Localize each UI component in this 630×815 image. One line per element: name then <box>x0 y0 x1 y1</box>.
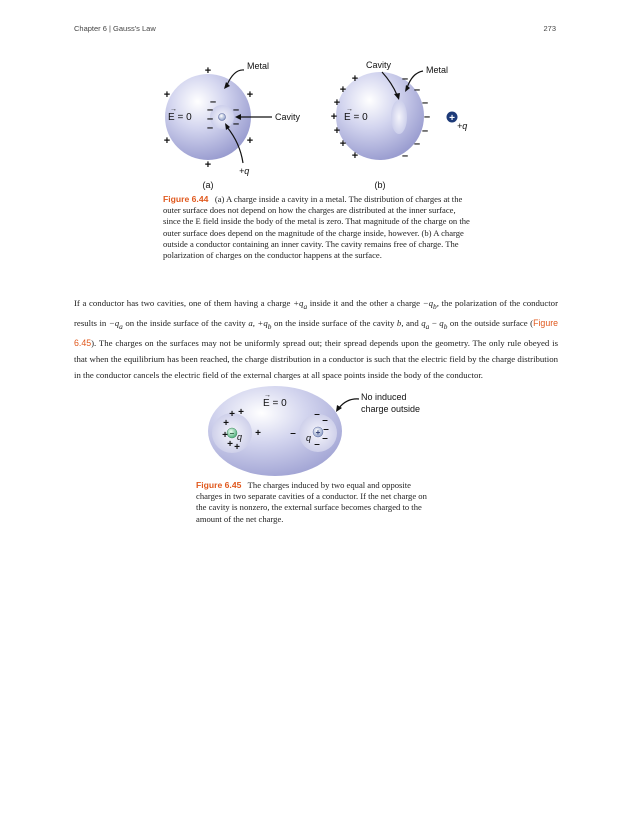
svg-text:–: – <box>413 138 421 150</box>
svg-text:–: – <box>401 73 409 85</box>
field-label-b: E = 0 <box>344 112 368 123</box>
figure-6-45-link[interactable]: Figure 6.45 <box>74 317 559 348</box>
annotation-line2: charge outside <box>361 404 421 414</box>
svg-text:+: + <box>246 89 254 101</box>
minus-sign-left: – <box>229 429 235 438</box>
svg-text:+: + <box>339 138 347 150</box>
metal-label-b: Metal <box>426 65 449 75</box>
svg-text:+: + <box>223 418 229 429</box>
svg-text:+: + <box>204 65 212 77</box>
figure-6-45-caption <box>196 480 436 525</box>
figure-6-45-label: Figure 6.45 <box>196 480 242 490</box>
svg-text:–: – <box>423 111 431 123</box>
field-label-a: E = 0 <box>168 112 192 123</box>
external-charge-plus-icon: + <box>449 113 455 124</box>
charge-label-a: +q <box>239 166 250 176</box>
svg-text:–: – <box>206 104 214 116</box>
field-vector-arrow-a: → <box>170 106 177 113</box>
svg-text:+: + <box>351 73 359 85</box>
subfigure-label-b: (b) <box>374 180 386 190</box>
svg-text:–: – <box>232 104 240 116</box>
svg-text:–: – <box>232 118 240 130</box>
svg-text:+: + <box>163 135 171 147</box>
svg-text:+: + <box>333 125 341 137</box>
svg-text:+: + <box>255 428 261 439</box>
svg-text:–: – <box>413 84 421 96</box>
svg-text:+: + <box>330 111 338 123</box>
annotation-pointer-645 <box>339 399 359 408</box>
metal-label-a: Metal <box>247 61 270 71</box>
svg-text:+: + <box>222 430 228 441</box>
cavity-b <box>391 100 407 134</box>
svg-text:–: – <box>314 439 320 450</box>
svg-text:+: + <box>163 89 171 101</box>
figure-6-44-label: Figure 6.44 <box>163 194 209 204</box>
svg-text:–: – <box>290 428 296 439</box>
svg-text:+: + <box>229 409 235 420</box>
charge-label-right-645: q <box>306 433 312 443</box>
figure-6-44-caption-text: (a) A charge inside a cavity in a metal. The distribution of charges at the outer surface does not depend on how the charges are distributed at the inner surface, since the E field inside the body of the metal is zero. That magnitude of the charge on the outer surface does depend on the magnitude of the charge inside, however. (b) A charge outside a conductor containing an inner cavity. The cavity remains free of charge. The polarization of charges on the conductor happens at the surface. <box>163 194 470 261</box>
body-paragraph: If a conductor has two cavities, one of them having a charge $+q_a$ inside it and the other a charge $-q_b$, the polarization of the conductor results in $-q_a$ on the inside surface of the cavity a, $+q_b$ on the inside surface of the cavity b, and $q_a - q_b$ on the outside surface (Figure 6.45). The charges on the surfaces may not be uniformly spread out; their spread depends upon the geometry. The only rule obeyed is that when the equilibrium has been reached, the charge distribution in a conductor is such that the electric field by the charge distribution in the conductor cancels the electric field of the external charges at all space points inside the body of the conductor. <box>74 298 559 381</box>
svg-text:–: – <box>206 113 214 125</box>
svg-text:+: + <box>204 159 212 171</box>
charge-label-left-645: q <box>237 432 243 442</box>
charge-label-b: +q <box>457 121 468 131</box>
figure-6-44a <box>164 61 301 190</box>
field-label-645: E = 0 <box>263 398 287 409</box>
svg-text:–: – <box>401 150 409 162</box>
svg-text:+: + <box>246 135 254 147</box>
svg-text:+: + <box>234 442 240 453</box>
svg-text:–: – <box>206 122 214 134</box>
svg-text:+: + <box>333 97 341 109</box>
figure-6-45 <box>205 383 445 478</box>
subfigure-label-a: (a) <box>202 180 214 190</box>
field-vector-arrow-645: → <box>264 392 271 399</box>
page-number: 273 <box>543 24 556 33</box>
cavity-label-b: Cavity <box>366 60 392 70</box>
svg-text:–: – <box>314 409 320 420</box>
svg-text:+: + <box>351 150 359 162</box>
running-header-chapter: Chapter 6 | Gauss's Law <box>74 24 156 33</box>
figure-6-44 <box>150 55 490 195</box>
figure-6-44b <box>331 60 467 190</box>
svg-text:–: – <box>322 415 328 426</box>
annotation-line1: No induced <box>361 392 407 402</box>
field-vector-arrow-b: → <box>346 106 353 113</box>
point-charge-a <box>219 114 226 121</box>
svg-text:–: – <box>421 125 429 137</box>
svg-text:–: – <box>322 433 328 444</box>
figure-6-45-caption-text: The charges induced by two equal and opposite charges in two separate cavities of a conductor. If the net charge on the cavity is nonzero, the external surface becomes charged to the amount of the net charge. <box>196 480 427 524</box>
svg-text:–: – <box>421 97 429 109</box>
svg-text:–: – <box>209 96 217 108</box>
svg-text:+: + <box>227 439 233 450</box>
svg-text:–: – <box>323 424 329 435</box>
cavity-label-a: Cavity <box>275 112 301 122</box>
plus-sign-right: + <box>315 428 321 437</box>
figure-6-44-caption <box>163 194 473 261</box>
svg-text:+: + <box>339 84 347 96</box>
svg-text:+: + <box>238 407 244 418</box>
